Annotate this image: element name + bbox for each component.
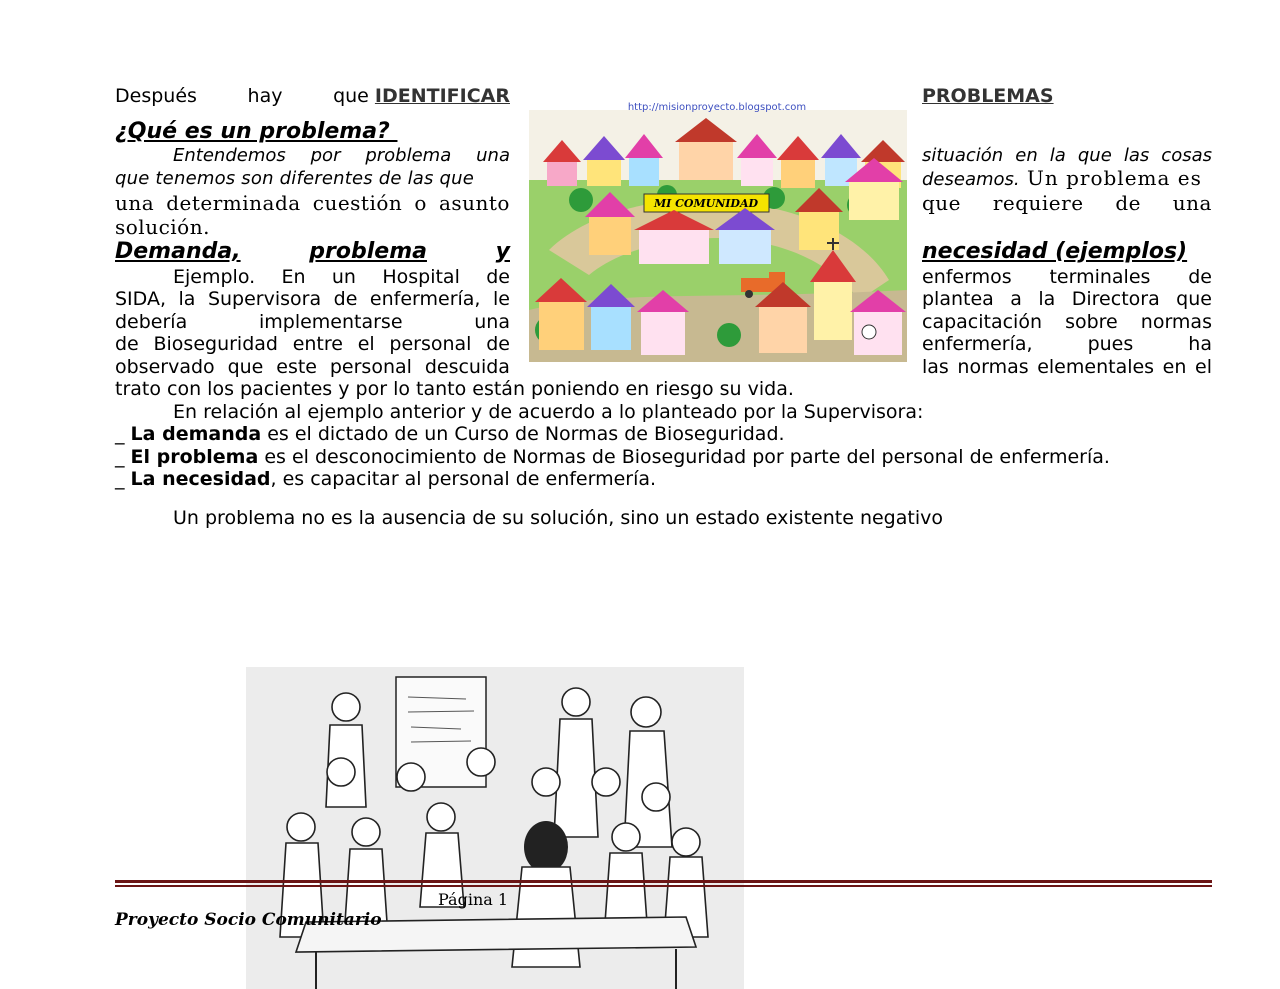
word: en — [1015, 145, 1038, 166]
word: de — [486, 266, 510, 288]
word: Hospital — [382, 266, 460, 288]
bullet-text: es el dictado de un Curso de Normas de Bioseguridad. — [261, 423, 785, 445]
word: de — [115, 333, 139, 355]
example-line-2-right — [922, 288, 1212, 310]
word: debería — [115, 311, 188, 333]
meeting-illustration — [246, 667, 744, 989]
example-line-5-left — [115, 356, 510, 378]
word: descuida — [424, 356, 510, 378]
page-number: Página 1 — [438, 890, 509, 909]
heading-demanda-left — [115, 240, 510, 264]
word: determinada — [166, 191, 301, 215]
bullet-term: La demanda — [130, 423, 262, 445]
word: un — [331, 266, 356, 288]
word: de — [333, 288, 358, 310]
word: la — [178, 288, 196, 310]
identificar-keyword: IDENTIFICAR — [374, 85, 510, 107]
word: problema — [365, 145, 452, 166]
word: sobre — [1065, 311, 1118, 333]
example-line-4-right — [922, 333, 1212, 355]
word: personal — [329, 356, 412, 378]
example-line-4-left — [115, 333, 510, 355]
word: Supervisora — [207, 288, 322, 310]
definition-line-3-right — [922, 191, 1212, 215]
example-line-3-left — [115, 311, 510, 333]
word: las — [922, 356, 949, 378]
bullet-marker: _ — [115, 468, 131, 490]
intro-line-left — [115, 85, 510, 107]
definition-line-2-left: que tenemos son diferentes de las que — [115, 168, 475, 189]
bullet-marker: _ — [115, 423, 131, 445]
word: le — [492, 288, 510, 310]
word: asunto — [438, 191, 510, 215]
definition-line-1-left — [115, 145, 510, 167]
word: el — [357, 333, 375, 355]
definition-line-1-right — [922, 145, 1212, 167]
word: Bioseguridad — [153, 333, 278, 355]
word: personal — [389, 333, 472, 355]
footer-rule-bottom — [115, 885, 1212, 887]
intro-word: que — [333, 85, 369, 107]
word: entre — [292, 333, 343, 355]
bullet-demanda — [115, 423, 1212, 445]
word: problema — [309, 239, 427, 264]
word: implementarse — [258, 311, 403, 333]
word: Ejemplo. — [173, 266, 256, 288]
footer-rule-top — [115, 880, 1212, 883]
word: en — [1162, 356, 1187, 378]
word: de — [1188, 266, 1212, 288]
word: que — [922, 191, 962, 215]
word: la — [1049, 145, 1066, 166]
word: normas — [1140, 311, 1212, 333]
word: la — [1038, 288, 1056, 310]
word: enfermería, — [369, 288, 481, 310]
word: cosas — [1161, 145, 1212, 166]
word: de — [486, 333, 510, 355]
word: una — [476, 145, 510, 166]
heading-necesidad-right: necesidad (ejemplos) — [922, 239, 1188, 264]
url-caption: http://misionproyecto.blogspot.com — [627, 102, 807, 113]
word: deseamos. — [922, 169, 1020, 190]
bullet-text: , es capacitar al personal de enfermería. — [270, 468, 657, 490]
example-line-1-right — [922, 266, 1212, 288]
closing-line: Un problema no es la ausencia de su solución, sino un estado existente negativo — [173, 507, 943, 529]
relation-line: En relación al ejemplo anterior y de acuerdo a lo planteado por la Supervisora: — [173, 401, 924, 423]
heading-what-is-problem: ¿Qué es un problema? — [115, 119, 398, 144]
word: plantea — [922, 288, 994, 310]
bullet-necesidad — [115, 468, 1212, 490]
definition-line-2-right — [922, 166, 1202, 192]
word: una — [1172, 191, 1212, 215]
problemas-keyword: PROBLEMAS — [922, 85, 1054, 107]
word: normas — [957, 356, 1029, 378]
word: una — [474, 311, 510, 333]
bullet-marker: _ — [115, 446, 131, 468]
word: a — [1010, 288, 1022, 310]
intro-word-group — [333, 85, 510, 107]
word: Entendemos — [173, 145, 286, 166]
definition-line-4: solución. — [115, 215, 210, 239]
bullet-term: El problema — [130, 446, 259, 468]
word: las — [1123, 145, 1150, 166]
word: capacitación — [922, 311, 1043, 333]
example-line-3-right — [922, 311, 1212, 333]
word: observado — [115, 356, 215, 378]
word: este — [276, 356, 317, 378]
word: terminales — [1049, 266, 1151, 288]
example-line-5-right — [922, 356, 1212, 378]
word: enfermería, — [922, 333, 1033, 355]
word: elementales — [1037, 356, 1155, 378]
word: enfermos — [922, 266, 1012, 288]
bullet-problema — [115, 446, 1212, 468]
word: Demanda, — [115, 239, 241, 264]
word: que — [1176, 288, 1212, 310]
example-line-2-left — [115, 288, 510, 310]
example-line-1-left — [115, 266, 510, 288]
word: y — [495, 239, 510, 264]
footer-project-title: Proyecto Socio Comunitario — [115, 910, 382, 930]
word: o — [414, 191, 427, 215]
word: que — [227, 356, 264, 378]
word: ha — [1188, 333, 1212, 355]
word: una — [115, 191, 155, 215]
word: de — [1115, 191, 1141, 215]
intro-word: hay — [247, 85, 283, 107]
word: SIDA, — [115, 288, 166, 310]
word: Un problema es — [1019, 166, 1202, 190]
intro-word: Después — [115, 85, 197, 107]
word: requiere — [992, 191, 1084, 215]
word: situación — [922, 145, 1004, 166]
word: el — [1195, 356, 1212, 378]
banner-text: MI COMUNIDAD — [653, 197, 759, 210]
word: cuestión — [312, 191, 403, 215]
word: En — [281, 266, 306, 288]
bullet-text: es el desconocimiento de Normas de Bioseguridad por parte del personal de enfermería. — [258, 446, 1110, 468]
definition-line-3-left — [115, 191, 510, 215]
word: pues — [1087, 333, 1134, 355]
word: por — [310, 145, 341, 166]
community-illustration — [529, 100, 907, 362]
word: que — [1077, 145, 1112, 166]
bullet-term: La necesidad — [130, 468, 271, 490]
word: Directora — [1071, 288, 1160, 310]
example-line-6: trato con los pacientes y por lo tanto están poniendo en riesgo su vida. — [115, 378, 794, 400]
